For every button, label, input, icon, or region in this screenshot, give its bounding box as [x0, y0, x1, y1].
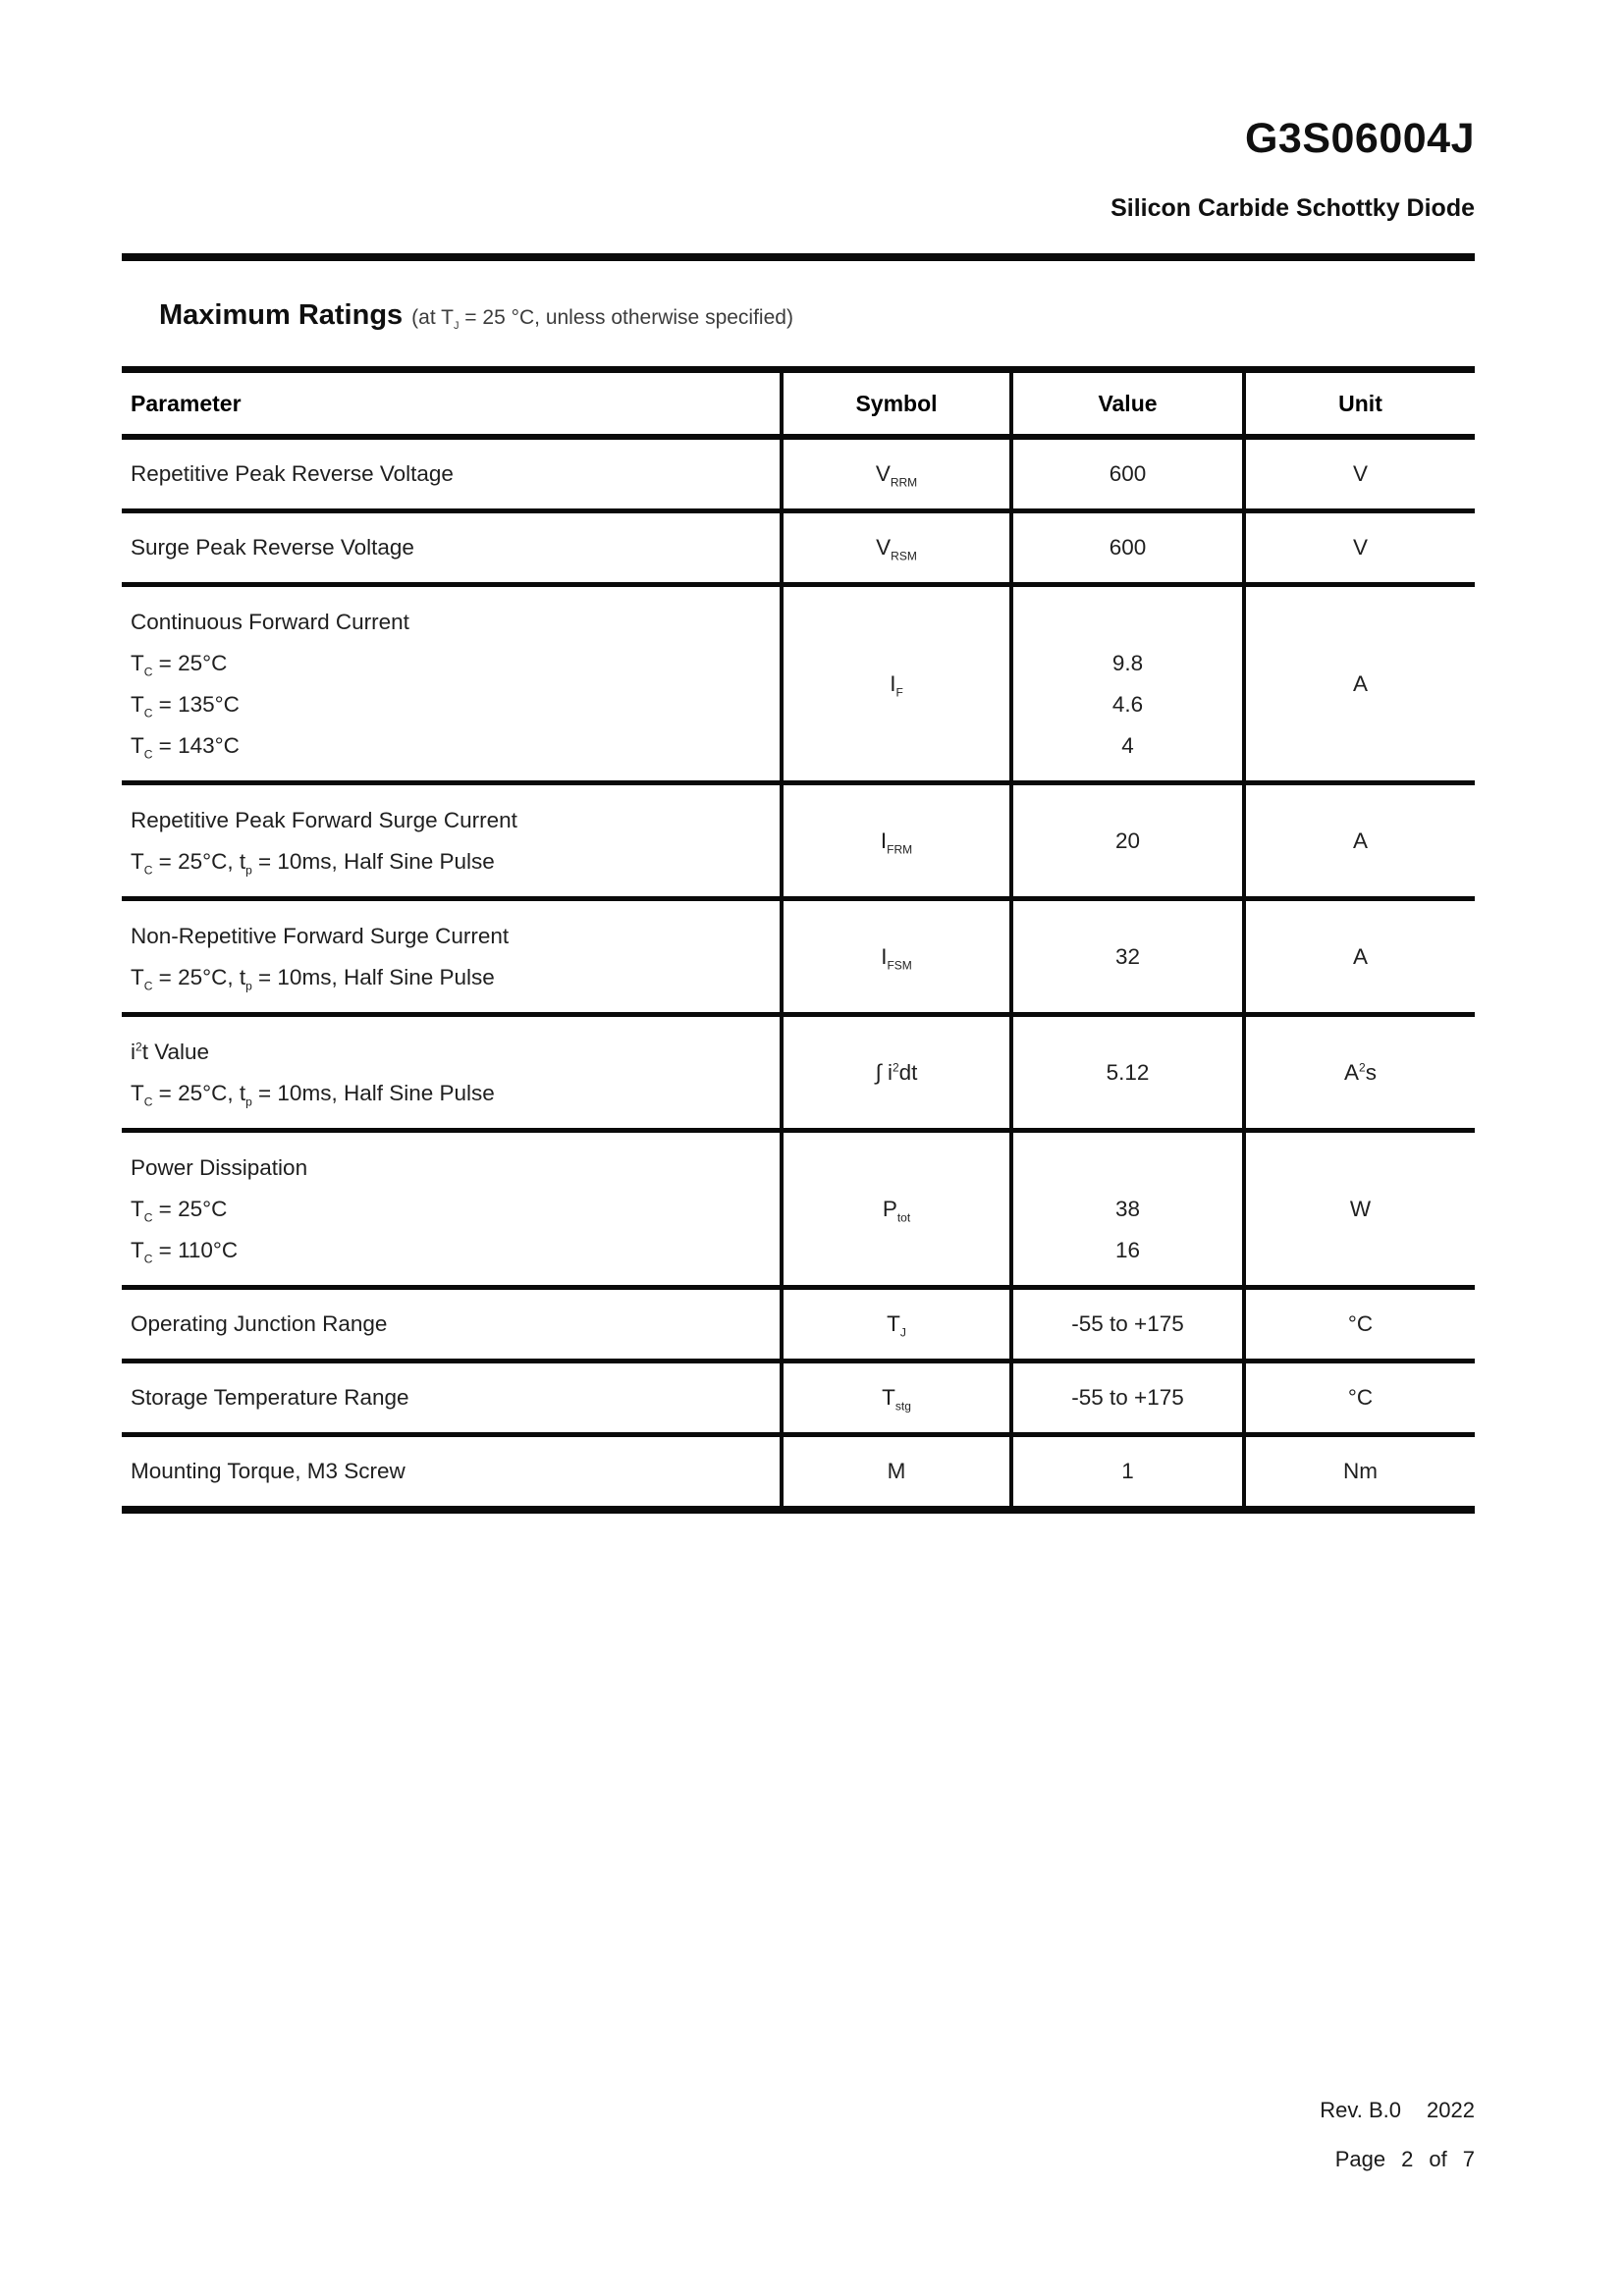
value-cell: 600	[1009, 440, 1242, 508]
unit-cell: Nm	[1242, 1437, 1475, 1506]
page-footer	[1320, 2097, 1475, 2173]
symbol-cell: $T_{stg}$	[780, 1363, 1009, 1432]
page-number: 2	[1401, 2147, 1414, 2171]
page-total: 7	[1462, 2147, 1475, 2171]
table-row-mounting-torque	[122, 1432, 1475, 1506]
doc-subtitle: Silicon Carbide Schottky Diode	[1110, 194, 1475, 222]
header-cell-value: Value	[1009, 373, 1242, 434]
table-row-power-dissipation	[122, 1128, 1475, 1285]
parameter-cell: Surge Peak Reverse Voltage	[131, 535, 414, 560]
header-cell-unit: Unit	[1242, 373, 1475, 434]
table-row-repetitive-peak-reverse-voltage	[122, 434, 1475, 508]
unit-cell: A	[1242, 901, 1475, 1012]
parameter-cell: Power Dissipation $T_C = 25^\circ C$ $T_C = 110^\circ C$	[131, 1154, 308, 1265]
section-note: (at $T_J = 25$ °C, unless otherwise specified)	[411, 306, 793, 333]
value-cell: 600	[1009, 513, 1242, 582]
unit-cell: °C	[1242, 1290, 1475, 1359]
table-row-i2t-value	[122, 1012, 1475, 1128]
section-title: Maximum Ratings	[159, 299, 404, 331]
header-cell-symbol: Symbol	[780, 373, 1009, 434]
value-cell: 5.12	[1009, 1017, 1242, 1128]
revision-text: Rev. B.0	[1320, 2098, 1402, 2122]
symbol-cell: $I_{FSM}$	[780, 901, 1009, 1012]
of-word: of	[1429, 2147, 1447, 2171]
symbol-cell: $I_F$	[780, 587, 1009, 780]
parameter-cell: Continuous Forward Current $T_C = 25^\circ C$ $T_C = 135^\circ C$ $T_C = 143^\circ C$	[131, 609, 409, 761]
unit-cell: A	[1242, 587, 1475, 780]
symbol-cell: $V_{RSM}$	[780, 513, 1009, 582]
value-cell: 1	[1009, 1437, 1242, 1506]
symbol-cell: M	[780, 1437, 1009, 1506]
section-heading	[159, 298, 1475, 337]
symbol-cell: ∫ $i^2dt$	[780, 1017, 1009, 1128]
symbol-cell: $V_{RRM}$	[780, 440, 1009, 508]
symbol-cell: $I_{FRM}$	[780, 785, 1009, 896]
parameter-cell: Repetitive Peak Reverse Voltage	[131, 461, 454, 486]
unit-cell: $A^2s$	[1242, 1017, 1475, 1128]
unit-cell: W	[1242, 1133, 1475, 1285]
header-rule	[122, 253, 1475, 261]
table-row-non-repetitive-forward-surge-current	[122, 896, 1475, 1012]
unit-cell: V	[1242, 513, 1475, 582]
page-word: Page	[1334, 2147, 1386, 2171]
parameter-cell: $i^2t$ Value $T_C = 25^\circ C$, $t_p = 10ms$, Half Sine Pulse	[131, 1039, 495, 1108]
unit-cell: °C	[1242, 1363, 1475, 1432]
value-cell: -55 to +175	[1009, 1363, 1242, 1432]
parameter-cell: Storage Temperature Range	[131, 1385, 409, 1410]
unit-cell: V	[1242, 440, 1475, 508]
revision-year: 2022	[1427, 2098, 1475, 2122]
value-cell: 20	[1009, 785, 1242, 896]
table-row-repetitive-peak-forward-surge-current	[122, 780, 1475, 896]
maximum-ratings-table	[122, 366, 1475, 1514]
value-cell: -55 to +175	[1009, 1290, 1242, 1359]
symbol-cell: $P_{tot}$	[780, 1133, 1009, 1285]
doc-header	[122, 116, 1475, 224]
part-number-title: G3S06004J	[1244, 115, 1475, 162]
parameter-cell: Repetitive Peak Forward Surge Current $T_C = 25^\circ C$, $t_p = 10ms$, Half Sine Pulse	[131, 807, 517, 877]
table-row-operating-junction-range	[122, 1285, 1475, 1359]
revision-line	[1320, 2097, 1475, 2124]
table-row-surge-peak-reverse-voltage	[122, 508, 1475, 582]
parameter-cell: Mounting Torque, M3 Screw	[131, 1459, 406, 1483]
header-cell-parameter: Parameter	[131, 390, 242, 416]
table-row-continuous-forward-current	[122, 582, 1475, 780]
value-cell: 9.8 4.6 4	[1009, 587, 1242, 780]
value-cell: 32	[1009, 901, 1242, 1012]
value-cell: 38 16	[1009, 1133, 1242, 1285]
symbol-cell: $T_J$	[780, 1290, 1009, 1359]
table-header-row	[122, 366, 1475, 434]
unit-cell: A	[1242, 785, 1475, 896]
page-indicator	[1320, 2146, 1475, 2173]
table-row-storage-temperature-range	[122, 1359, 1475, 1432]
parameter-cell: Operating Junction Range	[131, 1311, 388, 1336]
parameter-cell: Non-Repetitive Forward Surge Current $T_C = 25^\circ C$, $t_p = 10ms$, Half Sine Pulse	[131, 923, 510, 992]
